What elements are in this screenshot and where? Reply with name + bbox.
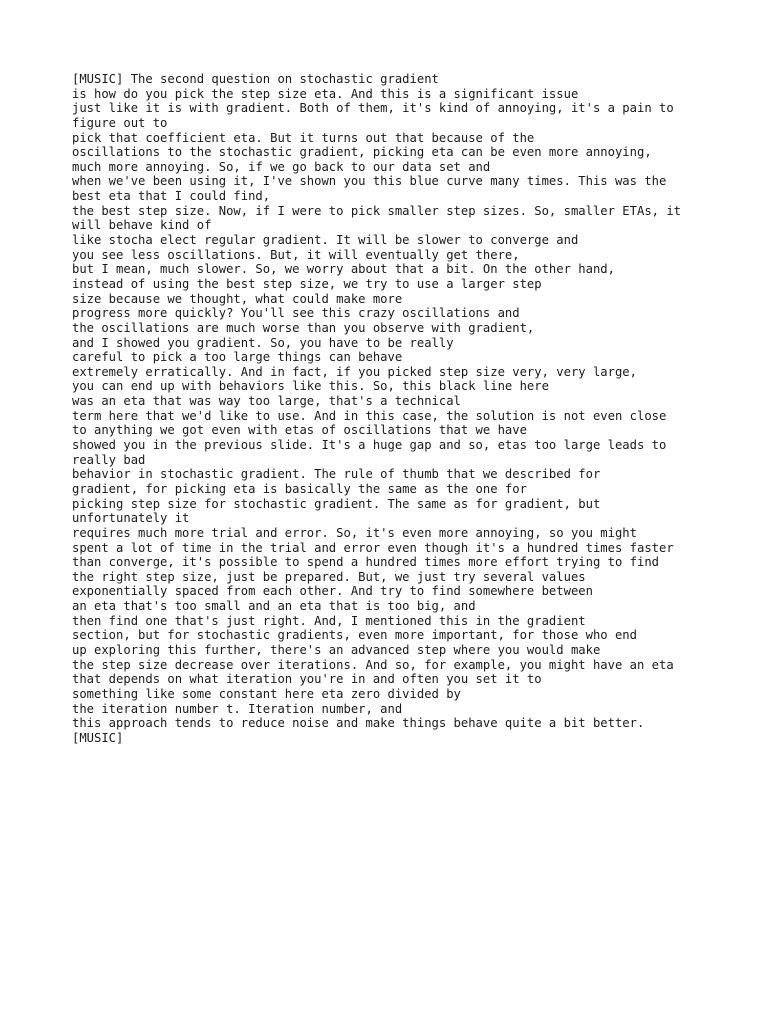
transcript-line: an eta that's too small and an eta that is too big, and — [72, 599, 476, 614]
transcript-line: than converge, it's possible to spend a hundred times more effort trying to find — [72, 555, 659, 570]
transcript-line: [MUSIC] — [72, 730, 124, 745]
transcript-line: extremely erratically. And in fact, if you picked step size very, very large, — [72, 364, 637, 379]
transcript-line: instead of using the best step size, we try to use a larger step — [72, 276, 542, 291]
transcript-line: you can end up with behaviors like this. So, this black line here — [72, 379, 549, 394]
transcript-line: this approach tends to reduce noise and make things behave quite a bit better. — [72, 716, 645, 731]
transcript-line: gradient, for picking eta is basically the same as the one for — [72, 481, 527, 496]
transcript-line: the best step size. Now, if I were to pick smaller step sizes. So, smaller ETAs, it — [72, 203, 682, 218]
transcript-line: really bad — [72, 452, 146, 467]
transcript-line: behavior in stochastic gradient. The rule of thumb that we described for — [72, 467, 601, 482]
transcript-line: requires much more trial and error. So, it's even more annoying, so you might — [72, 525, 637, 540]
transcript-line: unfortunately it — [72, 511, 190, 526]
transcript-line: figure out to — [72, 115, 168, 130]
transcript-line: is how do you pick the step size eta. And this is a significant issue — [72, 86, 579, 101]
transcript-line: section, but for stochastic gradients, even more important, for those who end — [72, 628, 637, 643]
transcript-line: the step size decrease over iterations. And so, for example, you might have an eta — [72, 657, 674, 672]
transcript-line: spent a lot of time in the trial and error even though it's a hundred times faster — [72, 540, 674, 555]
transcript-line: much more annoying. So, if we go back to our data set and — [72, 159, 491, 174]
transcript-document — [72, 72, 702, 745]
transcript-line: you see less oscillations. But, it will eventually get there, — [72, 247, 520, 262]
transcript-line: term here that we'd like to use. And in this case, the solution is not even close — [72, 408, 667, 423]
transcript-line: [MUSIC] The second question on stochastic gradient — [72, 72, 439, 86]
transcript-line: exponentially spaced from each other. And try to find somewhere between — [72, 584, 593, 599]
transcript-line: but I mean, much slower. So, we worry about that a bit. On the other hand, — [72, 262, 615, 277]
transcript-line: the iteration number t. Iteration number, and — [72, 701, 403, 716]
transcript-line: showed you in the previous slide. It's a huge gap and so, etas too large leads to — [72, 438, 667, 453]
transcript-line: careful to pick a too large things can behave — [72, 350, 403, 365]
transcript-line: that depends on what iteration you're in and often you set it to — [72, 672, 542, 687]
transcript-line: the oscillations are much worse than you observe with gradient, — [72, 320, 535, 335]
transcript-line: to anything we got even with etas of oscillations that we have — [72, 423, 527, 438]
transcript-line: will behave kind of — [72, 218, 212, 233]
transcript-line: pick that coefficient eta. But it turns out that because of the — [72, 130, 535, 145]
transcript-line: size because we thought, what could make more — [72, 291, 403, 306]
transcript-line: something like some constant here eta zero divided by — [72, 686, 461, 701]
transcript-line: progress more quickly? You'll see this crazy oscillations and — [72, 306, 520, 321]
transcript-line: best eta that I could find, — [72, 189, 271, 204]
transcript-line: when we've been using it, I've shown you this blue curve many times. This was the — [72, 174, 667, 189]
transcript-line: and I showed you gradient. So, you have to be really — [72, 335, 454, 350]
transcript-line: oscillations to the stochastic gradient, picking eta can be even more annoying, — [72, 145, 652, 160]
transcript-line: up exploring this further, there's an advanced step where you would make — [72, 642, 601, 657]
transcript-line: like stocha elect regular gradient. It will be slower to converge and — [72, 233, 579, 248]
transcript-line: was an eta that was way too large, that's a technical — [72, 394, 461, 409]
transcript-line: just like it is with gradient. Both of them, it's kind of annoying, it's a pain to — [72, 101, 674, 116]
transcript-line: picking step size for stochastic gradient. The same as for gradient, but — [72, 496, 601, 511]
transcript-line: then find one that's just right. And, I mentioned this in the gradient — [72, 613, 586, 628]
transcript-line: the right step size, just be prepared. But, we just try several values — [72, 569, 586, 584]
